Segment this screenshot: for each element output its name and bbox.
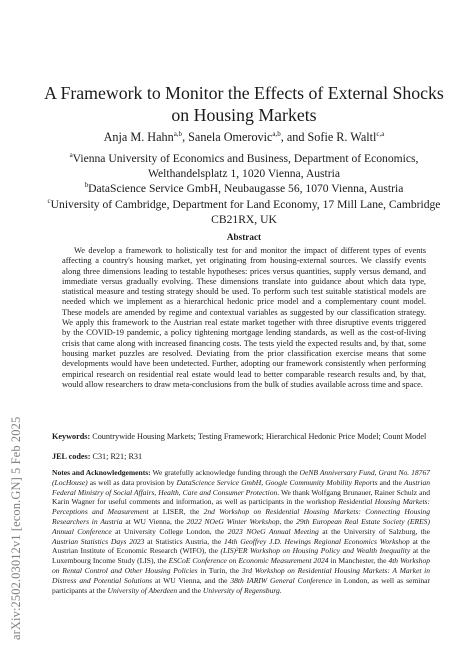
notes-segment: We gratefully acknowledge funding through the: [150, 468, 300, 477]
affiliation: [44, 197, 444, 227]
notes-segment: and the: [377, 477, 404, 487]
affiliation-text: DataScience Service GmbH, Neubaugasse 56, 1070 Vienna, Austria: [88, 182, 404, 196]
affiliation-mark: b: [84, 181, 89, 190]
notes-italic-segment: Austrian Federal Ministry of Social Affairs, Health, Care and Consumer Protection: [52, 477, 430, 497]
affiliation-mark: c: [47, 196, 51, 205]
affiliation: [44, 181, 444, 196]
notes-italic-segment: 14th Geoffrey J.D. Hewings Regional Economics Workshop: [224, 536, 410, 546]
arxiv-identifier: arXiv:2502.03012v1 [econ.GN] 5 Feb 2025: [9, 416, 23, 640]
keywords: [52, 432, 430, 442]
author-affiliation-mark: c,a: [376, 129, 385, 138]
notes-segment: at WU Vienna, the: [122, 516, 187, 526]
notes-segment: , the: [279, 516, 297, 526]
notes-segment: as well as data provision by: [87, 477, 177, 487]
notes-italic-segment: Residential Housing Markets: Perceptions and Measurement: [52, 497, 430, 517]
author: Sofie R. Waltl: [307, 130, 377, 144]
notes-italic-segment: (LIS)²ER Workshop on Housing Policy and Wealth Inequality: [220, 546, 411, 556]
author-list: [44, 130, 444, 145]
notes-italic-segment: 38th IARIW General Conference: [230, 575, 333, 585]
keywords-label: Keywords:: [52, 432, 91, 441]
notes-italic-segment: 2nd Workshop on Residential Housing Markets: Connecting Housing Researchers in Austria: [52, 507, 430, 526]
notes-acknowledgements: [52, 468, 430, 595]
notes-italic-segment: 29th European Real Estate Society (ERES) Annual Conference: [52, 516, 430, 536]
affiliation-text: University of Cambridge, Department for Land Economy, 17 Mill Lane, Cambridge CB21RX, UK: [50, 197, 441, 226]
notes-italic-segment: University of Regensburg: [202, 585, 280, 595]
notes-italic-segment: 4th Workshop on Rental Control and Other Housing Policies: [52, 556, 430, 575]
notes-italic-segment: OeNB Anniversary Fund, Grant No. 18767 (LocHouse): [52, 468, 430, 487]
notes-text: [52, 468, 430, 595]
notes-segment: in Turin, the: [197, 565, 242, 575]
notes-segment: and the: [177, 585, 203, 595]
abstract-body: We develop a framework to holistically test for and monitor the impact of different types of events affecting a country's housing market, yet originating from housing-external sources. We classify events along three dimensions leading to testable hypotheses: prices versus quantities, supply versus demand, and immediate versus gradually evolving. These dimensions translate into guidance about which data type, statistical measure and testing strategy should be used. To perform such test suitable statistical models are needed which we implement as a hierarchical hedonic price model and a complementary count model. These models are amended by regime and contextual variables as suggested by our classification strategy. We apply this framework to the Austrian real estate market together with three disruptive events triggered by the COVID-19 pandemic, a policy tightening mortgage lending standards, as well as the cost-of-living crisis that came along with increased financing costs. The tests yield the expected results and, by that, some housing market puzzles are resolved. Deviating from the prior classification exercise means that some developments would have been undetected. Further, adopting our framework consistently when performing empirical research on residential real estate would lead to better comparable research results and, by that, would allow researchers to draw meta-conclusions from the bulk of studies available across time and space.: [62, 246, 426, 389]
jel-codes: [52, 452, 430, 461]
notes-italic-segment: 2023 NOeG Annual Meeting: [227, 526, 319, 536]
author-separator: ,: [182, 130, 189, 144]
author: Anja M. Hahn: [103, 130, 174, 144]
notes-segment: at University College London, the: [111, 526, 228, 536]
author: Sanela Omerovic: [188, 130, 273, 144]
notes-italic-segment: University of Aberdeen: [107, 585, 178, 595]
notes-italic-segment: Austrian Statistics Days 2023: [52, 536, 145, 546]
notes-segment: at the Luxembourg Income Study (LIS), the: [52, 546, 430, 566]
notes-segment: at the University of Salzburg, the: [318, 526, 431, 536]
author-affiliation-mark: a,b: [173, 129, 183, 138]
notes-segment: at Statistics Austria, the: [144, 536, 224, 546]
keywords-text: Countrywide Housing Markets; Testing Framework; Hierarchical Hedonic Price Model; Count Model: [92, 432, 427, 441]
jel-text: C31; R21; R31: [92, 452, 143, 461]
notes-segment: in Manchester, the: [328, 556, 389, 566]
notes-segment: at WU Vienna, and the: [152, 575, 231, 585]
notes-segment: .: [279, 585, 282, 595]
notes-italic-segment: 2022 NOeG Winter Workshop: [186, 516, 280, 526]
notes-italic-segment: ESCoE Conference on Economic Measurement 2024: [168, 556, 329, 566]
affiliation-list: [44, 151, 444, 227]
notes-segment: at the Austrian Institute of Economic Research (WIFO), the: [52, 536, 430, 556]
jel-label: JEL codes:: [52, 452, 91, 461]
author-affiliation-mark: a,b: [272, 129, 281, 138]
affiliation-text: Vienna University of Economics and Business, Department of Economics, Welthandelsplatz 1, 1020 Vienna, Austria: [72, 152, 419, 181]
notes-italic-segment: DataScience Service GmbH, Google Community Mobility Reports: [176, 477, 378, 487]
notes-segment: in London, as well as seminar participants at the: [52, 575, 430, 595]
abstract-heading: Abstract: [226, 232, 262, 242]
notes-italic-segment: 3rd Workshop on Residential Housing Markets: A Market in Distress and Potential Solutions: [52, 565, 431, 585]
paper-title: A Framework to Monitor the Effects of External Shocks on Housing Markets: [44, 83, 444, 125]
author-separator: , and: [280, 130, 308, 144]
affiliation-mark: a: [69, 151, 73, 160]
notes-label: Notes and Acknowledgements:: [52, 468, 151, 477]
notes-segment: at LISER, the: [148, 507, 204, 517]
notes-segment: . We thank Wolfgang Brunauer, Rainer Schulz and Karin Wagner for useful comments and information, as well as participants in the workshop: [52, 487, 430, 507]
affiliation: [44, 151, 444, 181]
